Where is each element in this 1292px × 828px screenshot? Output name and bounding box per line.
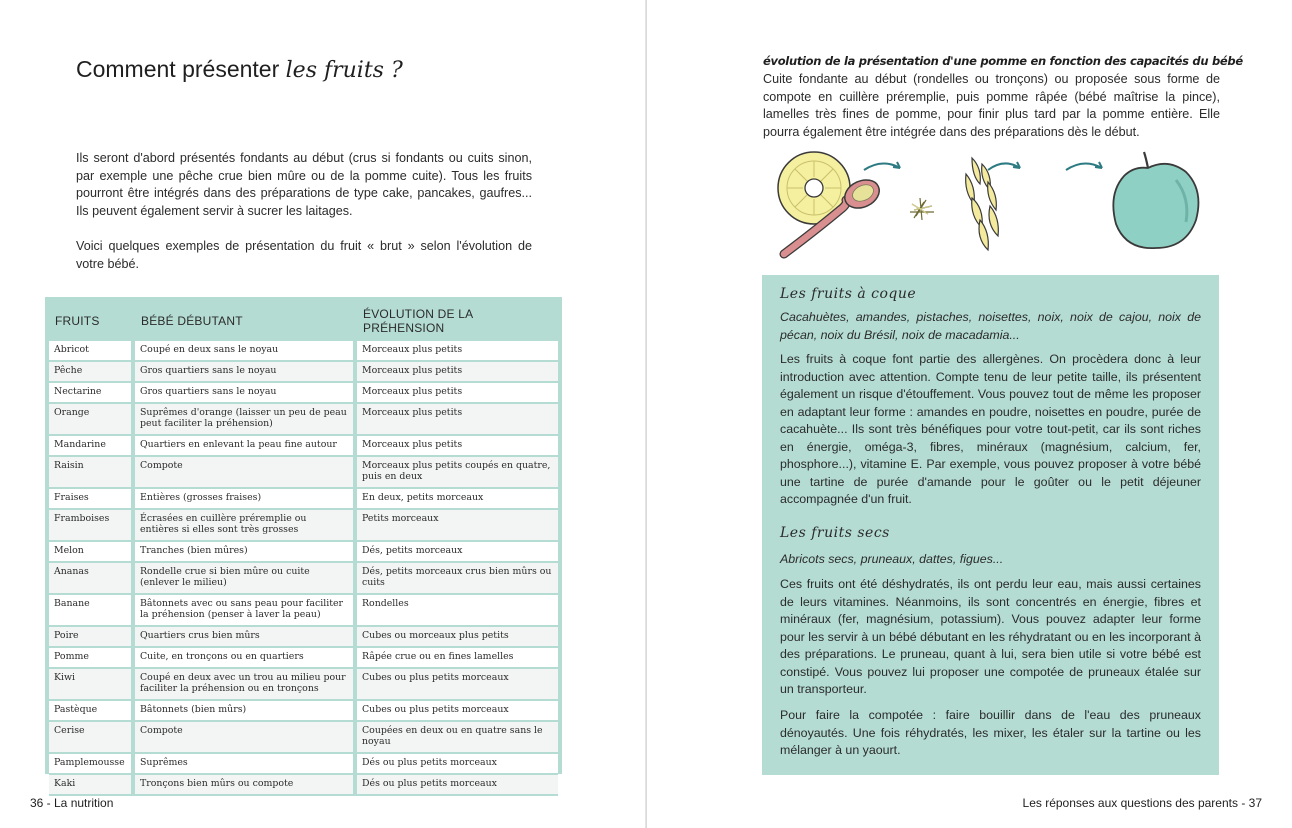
table-row bbox=[49, 627, 558, 648]
table-row bbox=[49, 542, 558, 563]
header-debutant: BÉBÉ DÉBUTANT bbox=[141, 314, 243, 328]
fruit-cell: Pêche bbox=[49, 362, 135, 383]
title-italic: les fruits ? bbox=[285, 58, 403, 83]
evolution-cell: Cubes ou morceaux plus petits bbox=[357, 627, 558, 648]
fruit-cell: Pamplemousse bbox=[49, 754, 135, 775]
table-row bbox=[49, 563, 558, 595]
table-row bbox=[49, 648, 558, 669]
debutant-cell: Bâtonnets avec ou sans peau pour faciliter la préhension (penser à laver la peau) bbox=[135, 595, 357, 627]
intro-paragraph: Ils seront d'abord présentés fondants au début (crus si fondants ou cuits sinon, par exemple une pêche crue bien mûre ou de la pomme cuite). Tous les fruits pourront être intégrés dans des préparations de type cake, pancakes, gaufres... Ils peuvent également servir à sucrer les laitages. bbox=[76, 151, 532, 218]
debutant-cell: Tronçons bien mûrs ou compote bbox=[135, 775, 357, 796]
header-fruits: FRUITS bbox=[55, 314, 100, 328]
fruit-cell: Orange bbox=[49, 404, 135, 436]
apple-evolution-illustration bbox=[776, 150, 1206, 265]
apple-evolution-text: Cuite fondante au début (rondelles ou tronçons) ou proposée sous forme de compote en cuillère préremplie, puis pomme râpée (bébé maîtrise la pince), lamelles très fines de pomme, pour finir plus tard par la pomme entière. Elle pourra également être intégrée dans des préparations dès le début. bbox=[763, 72, 1220, 139]
table-row bbox=[49, 701, 558, 722]
evolution-cell: Morceaux plus petits bbox=[357, 404, 558, 436]
evolution-cell: Râpée crue ou en fines lamelles bbox=[357, 648, 558, 669]
table-header-row bbox=[49, 301, 558, 341]
fruit-table bbox=[45, 297, 562, 789]
table-row bbox=[49, 404, 558, 436]
debutant-cell: Compote bbox=[135, 722, 357, 754]
evolution-cell: Morceaux plus petits bbox=[357, 362, 558, 383]
apple-evolution-title: évolution de la présentation d'une pomme en fonction des capacités du bébé bbox=[763, 54, 1243, 68]
coque-text: Les fruits à coque font partie des allergènes. On procèdera donc à leur introduction avec attention. Compte tenu de leur petite taille, ils présentent également un risque d'étouffement. Vous pouvez tout de même les proposer en adaptant leur forme : amandes en poudre, noisettes en poudre, purée de cacahuète... Ils sont très bénéfiques pour votre tout-petit, car ils sont riches en énergie, oméga-3, fibres, minéraux (magnésium, calcium, fer, phosphore...), vitamine E. Par exemple, vous pouvez proposer à votre bébé une tartine de purée d'amande pour le goûter ou le petit déjeuner accompagnée d'un fruit. bbox=[780, 352, 1201, 506]
table-row bbox=[49, 722, 558, 754]
evolution-cell: Petits morceaux bbox=[357, 510, 558, 542]
secs-list: Abricots secs, pruneaux, dattes, figues... bbox=[780, 552, 1004, 566]
intro-paragraph-2: Voici quelques exemples de présentation du fruit « brut » selon l'évolution de votre bébé. bbox=[76, 239, 532, 271]
heading-fruits-secs: Les fruits secs bbox=[780, 525, 890, 541]
table-row bbox=[49, 383, 558, 404]
table-body bbox=[49, 341, 558, 796]
table-row bbox=[49, 775, 558, 796]
table-row bbox=[49, 341, 558, 362]
table-row bbox=[49, 436, 558, 457]
debutant-cell: Cuite, en tronçons ou en quartiers bbox=[135, 648, 357, 669]
fruit-cell: Mandarine bbox=[49, 436, 135, 457]
debutant-cell: Suprêmes d'orange (laisser un peu de peau peut faciliter la préhension) bbox=[135, 404, 357, 436]
page-footer-left: 36 - La nutrition bbox=[30, 796, 114, 810]
evolution-cell: Morceaux plus petits bbox=[357, 383, 558, 404]
title-plain: Comment présenter bbox=[76, 56, 286, 82]
fruit-cell: Pastèque bbox=[49, 701, 135, 722]
fruit-cell: Kiwi bbox=[49, 669, 135, 701]
debutant-cell: Coupé en deux avec un trou au milieu pour faciliter la préhension ou en tronçons bbox=[135, 669, 357, 701]
debutant-cell: Quartiers crus bien mûrs bbox=[135, 627, 357, 648]
table-row bbox=[49, 362, 558, 383]
debutant-cell: Gros quartiers sans le noyau bbox=[135, 362, 357, 383]
info-box bbox=[762, 275, 1219, 775]
fruit-cell: Melon bbox=[49, 542, 135, 563]
table-row bbox=[49, 489, 558, 510]
table-row bbox=[49, 669, 558, 701]
debutant-cell: Écrasées en cuillère préremplie ou entières si elles sont très grosses bbox=[135, 510, 357, 542]
page-title bbox=[76, 56, 403, 83]
whole-apple-illustration bbox=[1113, 152, 1198, 248]
evolution-cell: Dés ou plus petits morceaux bbox=[357, 754, 558, 775]
fruit-cell: Ananas bbox=[49, 563, 135, 595]
grated-apple-illustration bbox=[910, 198, 934, 220]
evolution-cell: Dés, petits morceaux bbox=[357, 542, 558, 563]
fruit-cell: Nectarine bbox=[49, 383, 135, 404]
debutant-cell: Quartiers en enlevant la peau fine autour bbox=[135, 436, 357, 457]
table-row bbox=[49, 457, 558, 489]
evolution-cell: Cubes ou plus petits morceaux bbox=[357, 701, 558, 722]
fruit-cell: Framboises bbox=[49, 510, 135, 542]
evolution-cell: Morceaux plus petits coupés en quatre, puis en deux bbox=[357, 457, 558, 489]
fruit-cell: Cerise bbox=[49, 722, 135, 754]
fruit-cell: Kaki bbox=[49, 775, 135, 796]
evolution-cell: En deux, petits morceaux bbox=[357, 489, 558, 510]
fruit-cell: Abricot bbox=[49, 341, 135, 362]
evolution-cell: Rondelles bbox=[357, 595, 558, 627]
debutant-cell: Gros quartiers sans le noyau bbox=[135, 383, 357, 404]
debutant-cell: Suprêmes bbox=[135, 754, 357, 775]
evolution-cell: Dés ou plus petits morceaux bbox=[357, 775, 558, 796]
fruit-cell: Pomme bbox=[49, 648, 135, 669]
page-footer-right: Les réponses aux questions des parents - 37 bbox=[1022, 796, 1262, 810]
fruit-cell: Banane bbox=[49, 595, 135, 627]
fruit-cell: Raisin bbox=[49, 457, 135, 489]
debutant-cell: Coupé en deux sans le noyau bbox=[135, 341, 357, 362]
right-page bbox=[646, 0, 1292, 828]
table-row bbox=[49, 754, 558, 775]
debutant-cell: Rondelle crue si bien mûre ou cuite (enlever le milieu) bbox=[135, 563, 357, 595]
coque-list: Cacahuètes, amandes, pistaches, noisettes, noix, noix de cajou, noix de pécan, noix du Brésil, noix de macadamia... bbox=[780, 310, 1201, 342]
debutant-cell: Entières (grosses fraises) bbox=[135, 489, 357, 510]
evolution-cell: Cubes ou plus petits morceaux bbox=[357, 669, 558, 701]
debutant-cell: Bâtonnets (bien mûrs) bbox=[135, 701, 357, 722]
apple-slices-illustration bbox=[966, 158, 999, 250]
header-evolution: ÉVOLUTION DE LA PRÉHENSION bbox=[363, 307, 473, 335]
evolution-cell: Dés, petits morceaux crus bien mûrs ou cuits bbox=[357, 563, 558, 595]
heading-fruits-a-coque: Les fruits à coque bbox=[780, 286, 917, 302]
table-row bbox=[49, 510, 558, 542]
evolution-cell: Coupées en deux ou en quatre sans le noyau bbox=[357, 722, 558, 754]
fruit-cell: Poire bbox=[49, 627, 135, 648]
secs-text: Ces fruits ont été déshydratés, ils ont perdu leur eau, mais aussi certaines de leurs vitamines. Néanmoins, ils sont concentrés en énergie, fibres et minéraux (fer, magnésium, potassium). Vous pouvez adapter leur forme pour les servir à un bébé débutant en les réhydratant ou en les incorporant à des préparations. Le pruneau, quant à lui, sera bien utile si votre bébé est constipé. Vous pouvez lui proposer une compotée de pruneaux étalée sur un transporteur. bbox=[780, 577, 1201, 696]
evolution-cell: Morceaux plus petits bbox=[357, 436, 558, 457]
debutant-cell: Compote bbox=[135, 457, 357, 489]
compotee-text: Pour faire la compotée : faire bouillir dans de l'eau des pruneaux dénoyautés. Une fois réhydratés, les mixer, les étaler sur la tartine ou les mélanger à un yaourt. bbox=[780, 708, 1201, 757]
evolution-cell: Morceaux plus petits bbox=[357, 341, 558, 362]
table-row bbox=[49, 595, 558, 627]
debutant-cell: Tranches (bien mûres) bbox=[135, 542, 357, 563]
fruit-cell: Fraises bbox=[49, 489, 135, 510]
